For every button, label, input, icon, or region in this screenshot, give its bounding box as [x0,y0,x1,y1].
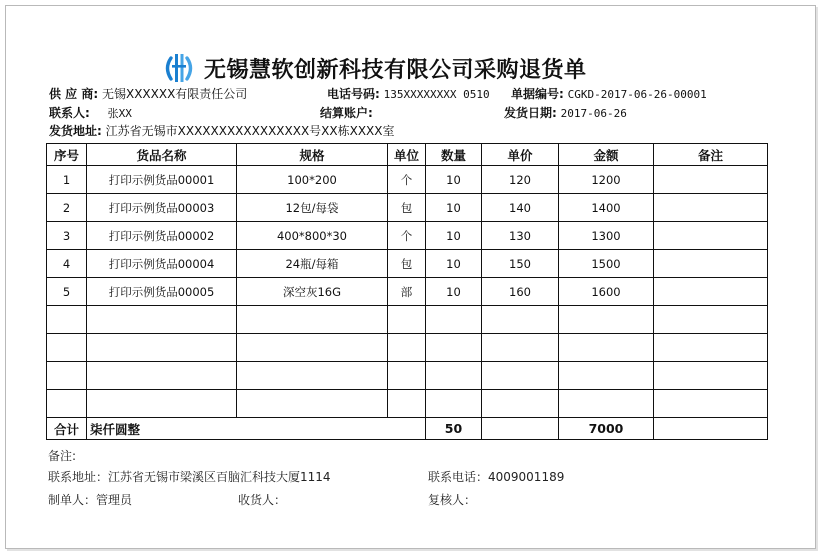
item-note [654,362,768,390]
row-number: 2 [47,194,87,222]
item-note [654,278,768,306]
supplier-label: 供 应 商: [49,87,99,101]
title-block [162,50,587,86]
docno-field [511,86,707,103]
item-spec: 400*800*30 [237,222,388,250]
item-price: 130 [482,222,559,250]
row-number [47,334,87,362]
item-name [87,334,237,362]
table-row [47,166,768,194]
row-number [47,306,87,334]
table-row [47,194,768,222]
phone-value: 135XXXXXXXX 0510 [383,88,490,101]
table-row [47,278,768,306]
item-name [87,306,237,334]
item-spec [237,334,388,362]
row-number: 4 [47,250,87,278]
item-quantity: 10 [426,222,482,250]
item-unit: 个 [388,166,426,194]
column-header: 序号 [47,144,87,166]
item-amount: 1500 [559,250,654,278]
remark-label: 备注: [48,449,77,463]
item-price: 120 [482,166,559,194]
item-note [654,250,768,278]
item-price: 150 [482,250,559,278]
item-spec [237,362,388,390]
item-name: 打印示例货品00002 [87,222,237,250]
table-row [47,250,768,278]
item-price: 140 [482,194,559,222]
company-logo-icon [162,51,196,85]
row-number [47,390,87,418]
table-row [47,362,768,390]
total-row [47,418,768,440]
item-quantity: 10 [426,278,482,306]
total-quantity: 50 [426,418,482,440]
contact-label: 联系人: [49,106,90,120]
column-header: 单位 [388,144,426,166]
item-amount [559,334,654,362]
document-title: 无锡慧软创新科技有限公司采购退货单 [204,57,587,83]
item-quantity [426,306,482,334]
item-unit [388,334,426,362]
item-unit: 包 [388,250,426,278]
phone-field [327,86,490,103]
item-quantity [426,334,482,362]
contact-value: 张XX [107,107,132,120]
date-field [504,105,627,122]
account-label: 结算账户: [320,106,373,120]
reviewer-field: 复核人： [428,493,477,507]
item-unit: 包 [388,194,426,222]
item-name: 打印示例货品00003 [87,194,237,222]
column-header: 货品名称 [87,144,237,166]
total-price-cell [482,418,559,440]
item-note [654,334,768,362]
item-name: 打印示例货品00004 [87,250,237,278]
phone-label: 电话号码: [327,87,380,101]
item-spec [237,390,388,418]
row-number: 1 [47,166,87,194]
receiver-field: 收货人： [238,493,287,507]
item-price: 160 [482,278,559,306]
column-header: 数量 [426,144,482,166]
date-value: 2017-06-26 [560,107,627,120]
row-number: 3 [47,222,87,250]
item-unit [388,306,426,334]
item-amount: 1300 [559,222,654,250]
contact-phone: 联系电话：4009001189 [428,470,565,484]
item-amount [559,362,654,390]
item-name: 打印示例货品00005 [87,278,237,306]
item-amount: 1200 [559,166,654,194]
item-quantity: 10 [426,250,482,278]
maker-field: 制单人：管理员 [48,493,133,507]
row-number [47,362,87,390]
item-amount: 1400 [559,194,654,222]
address-label: 发货地址: [49,124,102,138]
item-spec: 100*200 [237,166,388,194]
supplier-value: 无锡XXXXXX有限责任公司 [101,87,248,101]
column-header: 单价 [482,144,559,166]
item-unit [388,362,426,390]
total-note-cell [654,418,768,440]
item-note [654,306,768,334]
item-quantity [426,390,482,418]
account-field [320,105,373,122]
item-price [482,390,559,418]
goods-table [46,143,768,440]
item-note [654,194,768,222]
item-price [482,334,559,362]
item-quantity [426,362,482,390]
table-row [47,390,768,418]
item-name [87,390,237,418]
item-price [482,362,559,390]
total-amount-words: 柒仟圆整 [87,418,426,440]
item-name [87,362,237,390]
column-header: 规格 [237,144,388,166]
contact-field [49,105,132,122]
item-price [482,306,559,334]
item-note [654,222,768,250]
table-row [47,334,768,362]
docno-label: 单据编号: [511,87,564,101]
item-spec: 12包/每袋 [237,194,388,222]
supplier-field [49,86,247,102]
item-amount [559,390,654,418]
item-unit: 部 [388,278,426,306]
item-unit: 个 [388,222,426,250]
total-amount: 7000 [559,418,654,440]
item-spec: 24瓶/每箱 [237,250,388,278]
item-note [654,390,768,418]
column-header: 备注 [654,144,768,166]
date-label: 发货日期: [504,106,557,120]
item-spec [237,306,388,334]
item-amount [559,306,654,334]
item-spec: 深空灰16G [237,278,388,306]
column-header: 金额 [559,144,654,166]
address-value: 江苏省无锡市XXXXXXXXXXXXXXXX号XX栋XXXX室 [105,124,395,138]
item-name: 打印示例货品00001 [87,166,237,194]
docno-value: CGKD-2017-06-26-00001 [567,88,707,101]
address-field [49,123,395,139]
item-unit [388,390,426,418]
total-label: 合计 [47,418,87,440]
contact-address: 联系地址：江苏省无锡市梁溪区百脑汇科技大厦1114 [48,470,331,484]
item-amount: 1600 [559,278,654,306]
row-number: 5 [47,278,87,306]
item-quantity: 10 [426,194,482,222]
table-row [47,222,768,250]
table-header-row [47,144,768,166]
item-note [654,166,768,194]
item-quantity: 10 [426,166,482,194]
table-row [47,306,768,334]
